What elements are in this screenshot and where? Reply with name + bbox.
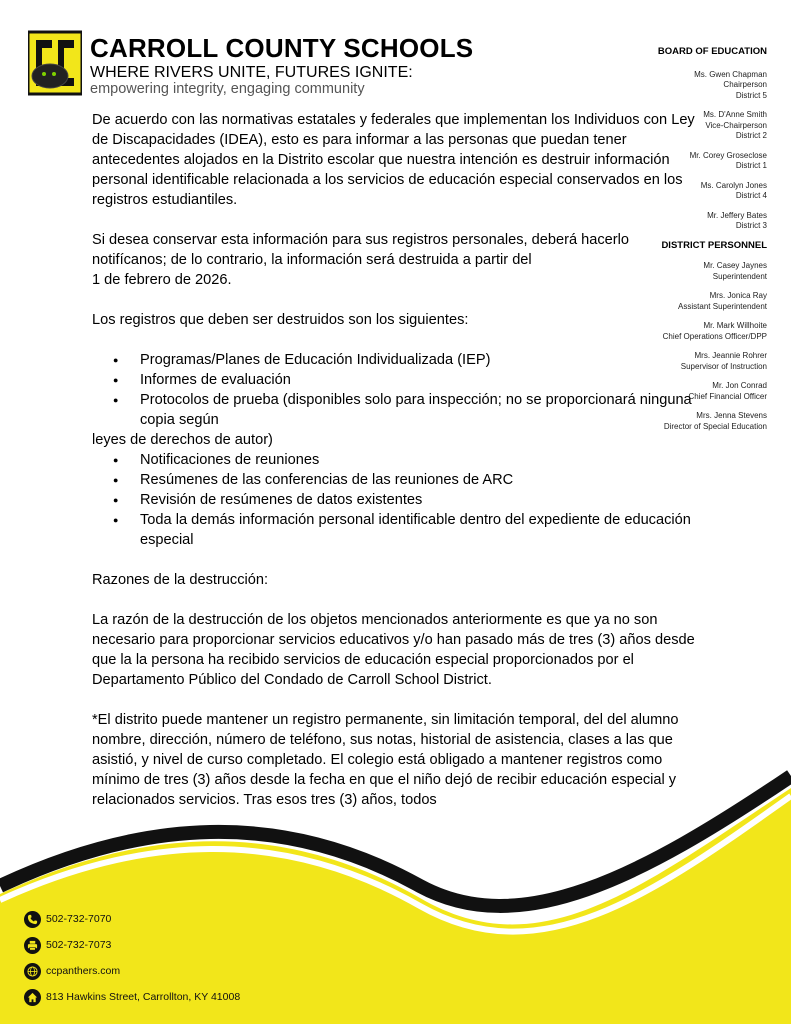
board-member <box>597 70 767 102</box>
contact-phone <box>24 910 240 928</box>
paragraph-intro: De acuerdo con las normativas estatales y federales que implementan los Individuos con Ley de Discapacidades (IDEA), esto es para informar a las personas que puedan tener antecedentes alojados en la Distrito escolar que nuestra intención es destruir información personal identificable relacionada a los servicios de educación especial conservados en los registros estudiantiles. <box>92 112 695 208</box>
personnel-name: Mrs. Jenna Stevens <box>696 411 767 420</box>
subtagline: empowering integrity, engaging community <box>90 81 365 97</box>
fax-number: 502-732-7073 <box>46 939 112 951</box>
list-item: ● Informes de evaluación <box>92 370 698 390</box>
home-icon <box>24 989 41 1006</box>
paragraph-reasons: La razón de la destrucción de los objetos mencionados anteriormente es que ya no son necesario para proporcionar servicios educativos y/o han pasado más de tres (3) años desde que la la persona ha recibido servicios de educación especial proporcionados por el Departamento Público del Condado de Carroll School District. <box>92 612 695 688</box>
school-logo <box>28 30 82 96</box>
paragraph-records-intro: Los registros que deben ser destruidos son los siguientes: <box>92 312 469 328</box>
list-item-continuation: leyes de derechos de autor) <box>92 432 273 448</box>
personnel-title: Assistant Superintendent <box>678 301 767 311</box>
list-item: ● Notificaciones de reuniones <box>92 450 698 470</box>
paragraph-notice <box>92 230 698 290</box>
list-item: ● Programas/Planes de Educación Individualizada (IEP) <box>92 350 698 370</box>
personnel-name: Mr. Mark Willhoite <box>703 321 767 330</box>
personnel-title: Superintendent <box>712 271 767 281</box>
list-item: ● Resúmenes de las conferencias de las reuniones de ARC <box>92 470 698 490</box>
member-role: Vice-Chairperson <box>705 120 767 130</box>
contact-fax <box>24 936 240 954</box>
contact-address <box>24 988 240 1006</box>
member-name: Mr. Corey Groseclose <box>689 150 767 160</box>
globe-icon <box>24 963 41 980</box>
list-item: ● Toda la demás información personal identificable dentro del expediente de educación especial <box>92 510 698 550</box>
list-item: ● Revisión de resúmenes de datos existentes <box>92 490 698 510</box>
personnel-title: Supervisor of Instruction <box>680 361 767 371</box>
board-heading: BOARD OF EDUCATION <box>657 46 767 57</box>
notice-text: Si desea conservar esta información para sus registros personales, deberá hacerlo notifícanos; de lo contrario, la información será destruida a partir del <box>92 232 630 268</box>
records-list <box>92 350 698 550</box>
personnel-name: Mrs. Jeannie Rohrer <box>694 351 767 360</box>
member-name: Mr. Jeffery Bates <box>707 210 767 220</box>
phone-icon <box>24 911 41 928</box>
personnel-name: Mrs. Jonica Ray <box>709 291 767 300</box>
phone-number: 502-732-7070 <box>46 913 112 925</box>
member-district: District 5 <box>735 90 767 100</box>
personnel-title: Director of Special Education <box>663 421 767 431</box>
paragraph-retention: *El distrito puede mantener un registro permanente, sin limitación temporal, del del alumno nombre, dirección, número de teléfono, sus notas, historial de asistencia, clases a las que asistió, y nivel de curso completado. El colegio está obligado a mantener registros como mínimo de tres (3) años desde la fecha en que el niño dejó de recibir educación especial y relacionados servicios. Tras esos tres (3) años, todos <box>92 712 679 808</box>
personnel-name: Mr. Jon Conrad <box>712 381 767 390</box>
personnel-title: Chief Financial Officer <box>688 391 767 401</box>
address-text: 813 Hawkins Street, Carrollton, KY 41008 <box>46 991 241 1003</box>
member-district: District 1 <box>735 161 767 170</box>
footer-contacts <box>24 910 240 1014</box>
tagline: WHERE RIVERS UNITE, FUTURES IGNITE: <box>90 64 413 81</box>
notice-date: 1 de febrero de 2026. <box>92 272 232 288</box>
member-name: Ms. D'Anne Smith <box>703 110 767 119</box>
member-name: Ms. Gwen Chapman <box>694 69 767 79</box>
member-district: District 3 <box>735 221 767 230</box>
fax-icon <box>24 937 41 954</box>
member-role: Chairperson <box>723 80 767 89</box>
list-item: ● Protocolos de prueba (disponibles solo para inspección; no se proporcionará ninguna copia según <box>92 390 698 430</box>
contact-website <box>24 962 240 980</box>
paragraph-reasons-heading: Razones de la destrucción: <box>92 572 269 588</box>
member-name: Ms. Carolyn Jones <box>700 180 767 190</box>
page-title: CARROLL COUNTY SCHOOLS <box>90 33 474 63</box>
member-district: District 4 <box>735 191 767 200</box>
personnel-name: Mr. Casey Jaynes <box>703 261 767 270</box>
letter-body <box>92 110 698 830</box>
personnel-heading: DISTRICT PERSONNEL <box>661 239 767 251</box>
personnel-title: Chief Operations Officer/DPP <box>662 331 767 341</box>
member-district: District 2 <box>735 131 767 140</box>
website-link[interactable]: ccpanthers.com <box>46 965 121 977</box>
